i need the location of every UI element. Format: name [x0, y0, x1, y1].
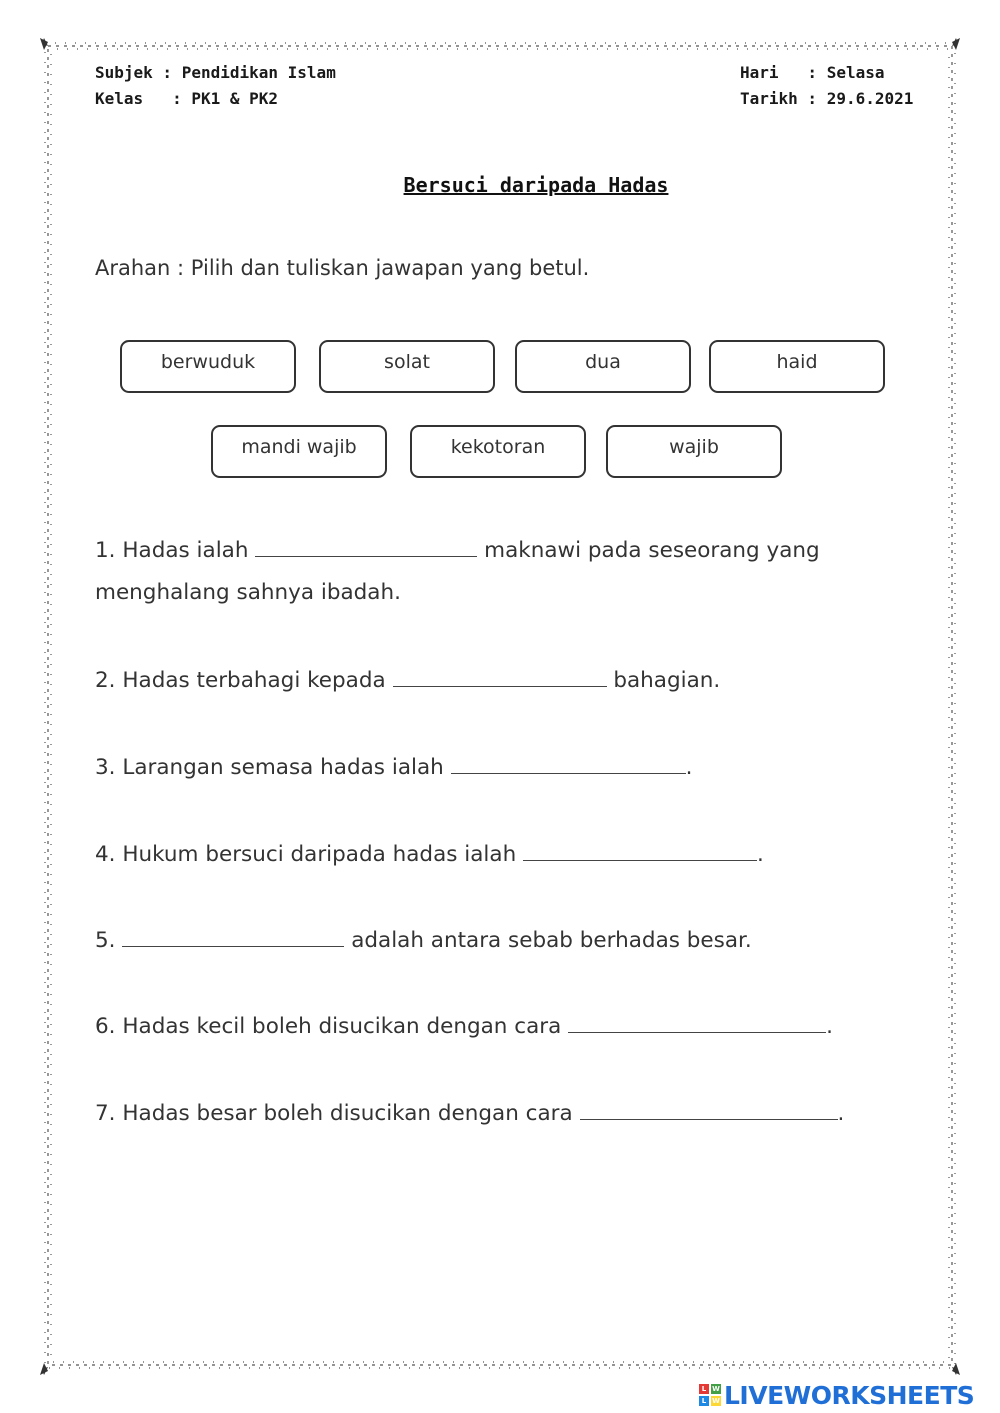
word-option-dua[interactable]: dua: [515, 340, 691, 393]
question-6-text-after: .: [826, 1014, 833, 1039]
answer-blank-7[interactable]: [580, 1099, 838, 1120]
question-5: [95, 926, 752, 953]
day-label: Hari : Selasa: [740, 63, 885, 82]
word-option-solat[interactable]: solat: [319, 340, 495, 393]
question-7: [95, 1099, 844, 1126]
word-option-wajib[interactable]: wajib: [606, 425, 782, 478]
subject-label: Subjek : Pendidikan Islam: [95, 63, 336, 82]
logo-square: W: [712, 1385, 720, 1393]
question-2-text-before: 2. Hadas terbahagi kepada: [95, 668, 393, 693]
logo-square: W: [712, 1397, 720, 1405]
word-option-haid[interactable]: haid: [709, 340, 885, 393]
worksheet-title: Bersuci daripada Hadas: [403, 173, 669, 197]
question-4-text-before: 4. Hukum bersuci daripada hadas ialah: [95, 842, 524, 867]
question-1-text-before: 1. Hadas ialah: [95, 538, 256, 563]
question-1-text-after: maknawi pada seseorang yang: [477, 538, 820, 563]
logo-text: LIVEWORKSHEETS: [724, 1380, 975, 1410]
question-7-text-before: 7. Hadas besar boleh disucikan dengan cara: [95, 1101, 580, 1126]
question-7-text-after: .: [837, 1101, 845, 1126]
question-4: [95, 840, 764, 867]
class-label: Kelas : PK1 & PK2: [95, 89, 279, 108]
date-label: Tarikh : 29.6.2021: [740, 89, 914, 108]
question-6-text-before: 6. Hadas kecil boleh disucikan dengan cara: [95, 1014, 569, 1039]
word-option-berwuduk[interactable]: berwuduk: [120, 340, 296, 393]
question-5-text-after: adalah antara sebab berhadas besar.: [344, 928, 752, 953]
answer-blank-5[interactable]: [122, 926, 344, 947]
instruction-text: Arahan : Pilih dan tuliskan jawapan yang betul.: [95, 256, 590, 280]
word-option-mandi-wajib[interactable]: mandi wajib: [211, 425, 387, 478]
answer-blank-6[interactable]: [568, 1012, 826, 1033]
answer-blank-2[interactable]: [393, 666, 607, 687]
question-3-text-before: 3. Larangan semasa hadas ialah: [95, 755, 451, 780]
question-2-text-after: bahagian.: [606, 668, 721, 693]
question-3: [95, 753, 692, 780]
answer-blank-3[interactable]: [451, 753, 686, 774]
question-5-text-before: 5.: [95, 928, 123, 953]
question-6: [95, 1012, 833, 1039]
question-2: [95, 666, 720, 693]
question-1: [95, 536, 820, 563]
answer-blank-4[interactable]: [523, 840, 757, 861]
question-1-line-2: menghalang sahnya ibadah.: [95, 580, 401, 605]
word-option-kekotoran[interactable]: kekotoran: [410, 425, 586, 478]
corner-ornaments: [40, 38, 960, 1375]
answer-blank-1[interactable]: [255, 536, 477, 557]
question-3-text-after: .: [685, 755, 693, 780]
logo-square: L: [699, 1396, 709, 1406]
liveworksheets-logo: [699, 1378, 974, 1412]
logo-mark-icon: [699, 1384, 721, 1406]
logo-square: L: [699, 1384, 709, 1394]
question-4-text-after: .: [757, 842, 764, 867]
